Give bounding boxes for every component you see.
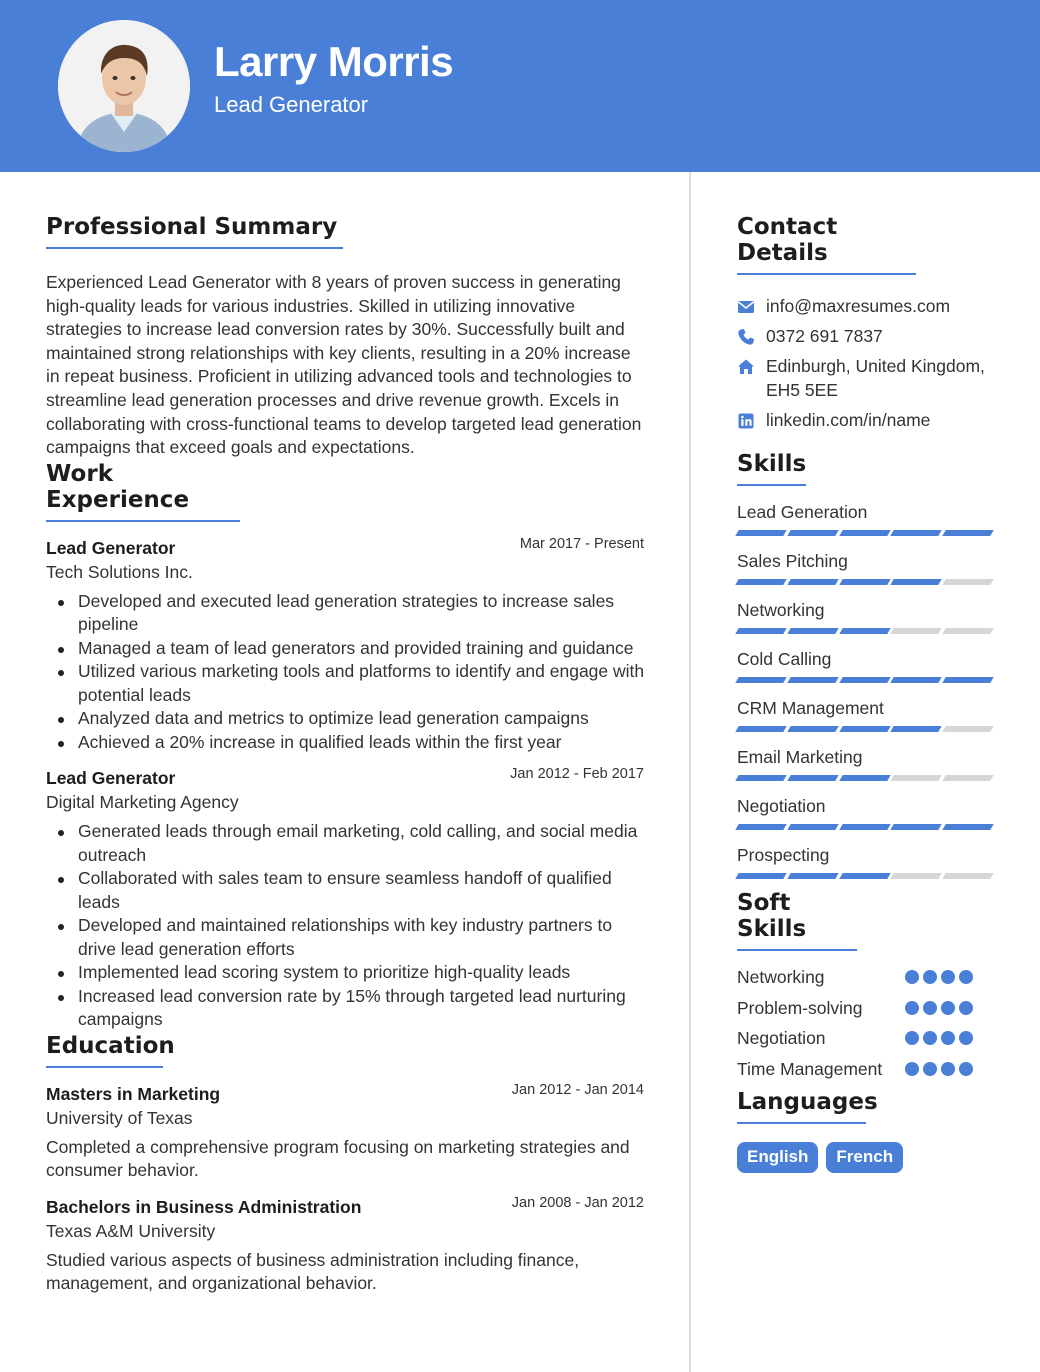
skill-item xyxy=(737,549,997,585)
linkedin-icon xyxy=(737,412,755,430)
education-entry xyxy=(46,1082,646,1183)
rating-dot xyxy=(941,1001,955,1015)
soft-skill-rating xyxy=(905,1001,973,1015)
skill-level-segment xyxy=(839,726,890,732)
job-bullet: Generated leads through email marketing, cold calling, and social media outreach xyxy=(46,820,646,867)
skill-level-segment xyxy=(787,873,838,879)
education-description: Completed a comprehensive program focusing on marketing strategies and consumer behavior. xyxy=(46,1136,630,1181)
skill-level-segment xyxy=(839,677,890,683)
skill-name: Lead Generation xyxy=(737,502,868,522)
education-heading: Education xyxy=(46,1033,163,1068)
soft-skill-rating xyxy=(905,1062,973,1076)
skill-level-bar xyxy=(737,579,992,585)
skill-level-bar xyxy=(737,628,992,634)
rating-dot xyxy=(941,1062,955,1076)
skills-section xyxy=(737,451,997,879)
job-date: Jan 2012 - Feb 2017 xyxy=(510,766,644,783)
rating-dot xyxy=(959,970,973,984)
skill-level-segment xyxy=(735,775,786,781)
skill-level-segment xyxy=(942,726,993,732)
rating-dot xyxy=(923,970,937,984)
soft-skills-heading: Soft Skills xyxy=(737,890,857,951)
soft-skill-item xyxy=(737,1026,997,1057)
skill-level-segment xyxy=(735,530,786,536)
candidate-title: Lead Generator xyxy=(214,92,369,117)
skill-level-segment xyxy=(787,628,838,634)
rating-dot xyxy=(959,1031,973,1045)
contact-email[interactable] xyxy=(737,295,997,319)
rating-dot xyxy=(905,1001,919,1015)
phone-text: 0372 691 7837 xyxy=(766,326,883,346)
rating-dot xyxy=(923,1001,937,1015)
skill-level-bar xyxy=(737,530,992,536)
skill-level-segment xyxy=(942,824,993,830)
home-icon xyxy=(737,358,755,376)
skill-name: CRM Management xyxy=(737,698,884,718)
skill-item xyxy=(737,598,997,634)
rating-dot xyxy=(923,1031,937,1045)
soft-skill-name: Networking xyxy=(737,967,825,987)
skill-item xyxy=(737,745,997,781)
skill-level-bar xyxy=(737,824,992,830)
skill-name: Cold Calling xyxy=(737,649,832,669)
skill-level-segment xyxy=(787,775,838,781)
soft-skills-section xyxy=(737,890,997,1087)
rating-dot xyxy=(959,1062,973,1076)
skills-heading: Skills xyxy=(737,451,806,486)
skill-level-segment xyxy=(891,775,942,781)
skill-level-segment xyxy=(839,775,890,781)
skill-level-segment xyxy=(942,873,993,879)
skill-level-segment xyxy=(942,530,993,536)
education-section xyxy=(46,1033,646,1296)
skill-item xyxy=(737,500,997,536)
avatar-portrait xyxy=(58,20,190,152)
skill-level-segment xyxy=(891,530,942,536)
soft-skill-item xyxy=(737,965,997,996)
skill-level-bar xyxy=(737,775,992,781)
job-bullet: Managed a team of lead generators and provided training and guidance xyxy=(46,637,646,661)
profile-photo xyxy=(58,20,190,152)
skill-level-segment xyxy=(942,628,993,634)
rating-dot xyxy=(941,1031,955,1045)
skill-name: Email Marketing xyxy=(737,747,863,767)
skill-level-segment xyxy=(891,726,942,732)
skill-level-bar xyxy=(737,873,992,879)
email-icon xyxy=(737,298,755,316)
skill-level-segment xyxy=(735,873,786,879)
job-role: Lead Generator xyxy=(46,537,176,558)
side-column xyxy=(737,214,997,1173)
job-bullets xyxy=(46,820,646,1032)
soft-skill-name: Time Management xyxy=(737,1058,883,1079)
skill-level-segment xyxy=(839,873,890,879)
rating-dot xyxy=(959,1001,973,1015)
skill-level-segment xyxy=(787,579,838,585)
skill-level-segment xyxy=(891,677,942,683)
skill-item xyxy=(737,696,997,732)
address-text: Edinburgh, United Kingdom, EH5 5EE xyxy=(766,356,985,400)
soft-skill-rating xyxy=(905,1031,973,1045)
skill-name: Negotiation xyxy=(737,796,826,816)
skill-level-segment xyxy=(891,873,942,879)
job-bullet: Achieved a 20% increase in qualified leads within the first year xyxy=(46,731,646,755)
rating-dot xyxy=(905,1031,919,1045)
skill-level-segment xyxy=(787,677,838,683)
soft-skill-name: Negotiation xyxy=(737,1028,826,1048)
email-text: info@maxresumes.com xyxy=(766,296,951,316)
school-name: Texas A&M University xyxy=(46,1220,216,1241)
rating-dot xyxy=(941,970,955,984)
job-date: Mar 2017 - Present xyxy=(519,535,644,552)
job-entry xyxy=(46,766,646,1032)
skill-level-segment xyxy=(735,628,786,634)
linkedin-text: linkedin.com/in/name xyxy=(766,409,931,430)
skill-level-segment xyxy=(942,579,993,585)
main-column xyxy=(46,214,646,1296)
skill-name: Prospecting xyxy=(737,845,830,865)
contact-address xyxy=(737,355,997,402)
skill-item xyxy=(737,794,997,830)
skill-level-segment xyxy=(891,579,942,585)
job-company: Digital Marketing Agency xyxy=(46,792,239,813)
job-entry xyxy=(46,536,646,755)
languages-heading: Languages xyxy=(737,1089,866,1124)
degree-name: Bachelors in Business Administration xyxy=(46,1196,362,1217)
job-bullet: Developed and maintained relationships with key industry partners to drive lead generation efforts xyxy=(46,914,646,961)
soft-skills-list xyxy=(737,965,997,1087)
skill-level-segment xyxy=(891,824,942,830)
experience-section xyxy=(46,461,646,1032)
column-divider xyxy=(689,172,691,1372)
soft-skill-item xyxy=(737,1057,997,1088)
summary-section xyxy=(46,214,646,460)
job-bullet: Utilized various marketing tools and platforms to identify and engage with potential leads xyxy=(46,660,646,707)
languages-list xyxy=(737,1142,997,1173)
rating-dot xyxy=(923,1062,937,1076)
job-company: Tech Solutions Inc. xyxy=(46,561,193,582)
job-bullets xyxy=(46,590,646,755)
education-date: Jan 2008 - Jan 2012 xyxy=(511,1194,644,1211)
contact-phone[interactable] xyxy=(737,325,997,349)
summary-text: Experienced Lead Generator with 8 years of proven success in generating high-quality leads for various industries. Skilled in utilizing innovative strategies to increase lead conversion rates by 30%. Successfully built and maintained strong relationships with key clients, resulting in a 20% increase in repeat business. Proficient in utilizing advanced tools and technologies to streamline lead generation processes and drive revenue growth. Excels in collaborating with cross-functional teams to develop targeted lead generation campaigns that exceed goals and expectations. xyxy=(46,272,642,458)
contact-heading: Contact Details xyxy=(737,214,916,275)
rating-dot xyxy=(905,1062,919,1076)
soft-skill-rating xyxy=(905,970,973,984)
job-bullet: Implemented lead scoring system to prioritize high-quality leads xyxy=(46,961,646,985)
skill-level-segment xyxy=(891,628,942,634)
skill-level-segment xyxy=(735,677,786,683)
contact-linkedin[interactable] xyxy=(737,409,997,433)
language-pill: French xyxy=(826,1142,903,1173)
education-date: Jan 2012 - Jan 2014 xyxy=(511,1081,644,1098)
candidate-name: Larry Morris xyxy=(214,38,454,85)
skill-level-segment xyxy=(787,726,838,732)
skill-level-segment xyxy=(735,579,786,585)
skill-level-segment xyxy=(735,824,786,830)
skill-level-segment xyxy=(787,530,838,536)
skill-level-segment xyxy=(839,579,890,585)
job-bullet: Collaborated with sales team to ensure seamless handoff of qualified leads xyxy=(46,867,646,914)
languages-section xyxy=(737,1089,997,1173)
skill-level-segment xyxy=(942,775,993,781)
rating-dot xyxy=(905,970,919,984)
skill-item xyxy=(737,647,997,683)
skill-level-segment xyxy=(787,824,838,830)
job-bullet: Increased lead conversion rate by 15% through targeted lead nurturing campaigns xyxy=(46,985,646,1032)
skill-name: Sales Pitching xyxy=(737,551,848,571)
soft-skill-item xyxy=(737,996,997,1027)
skill-item xyxy=(737,843,997,879)
skill-level-segment xyxy=(839,530,890,536)
resume-header xyxy=(0,0,1040,172)
skill-level-segment xyxy=(839,824,890,830)
job-bullet: Developed and executed lead generation strategies to increase sales pipeline xyxy=(46,590,646,637)
contact-list xyxy=(737,295,997,432)
skill-level-bar xyxy=(737,726,992,732)
skill-level-segment xyxy=(735,726,786,732)
skill-name: Networking xyxy=(737,600,825,620)
degree-name: Masters in Marketing xyxy=(46,1083,221,1104)
education-entry xyxy=(46,1195,646,1296)
skill-level-segment xyxy=(839,628,890,634)
language-pill: English xyxy=(737,1142,818,1173)
contact-section xyxy=(737,214,997,432)
job-bullet: Analyzed data and metrics to optimize lead generation campaigns xyxy=(46,707,646,731)
experience-heading: Work Experience xyxy=(46,461,240,522)
skill-level-segment xyxy=(942,677,993,683)
summary-heading: Professional Summary xyxy=(46,214,343,249)
phone-icon xyxy=(737,328,755,346)
job-role: Lead Generator xyxy=(46,768,176,789)
skill-level-bar xyxy=(737,677,992,683)
school-name: University of Texas xyxy=(46,1107,193,1128)
education-description: Studied various aspects of business administration including finance, management, and organizational behavior. xyxy=(46,1249,580,1294)
skills-list xyxy=(737,500,997,879)
soft-skill-name: Problem-solving xyxy=(737,997,863,1018)
